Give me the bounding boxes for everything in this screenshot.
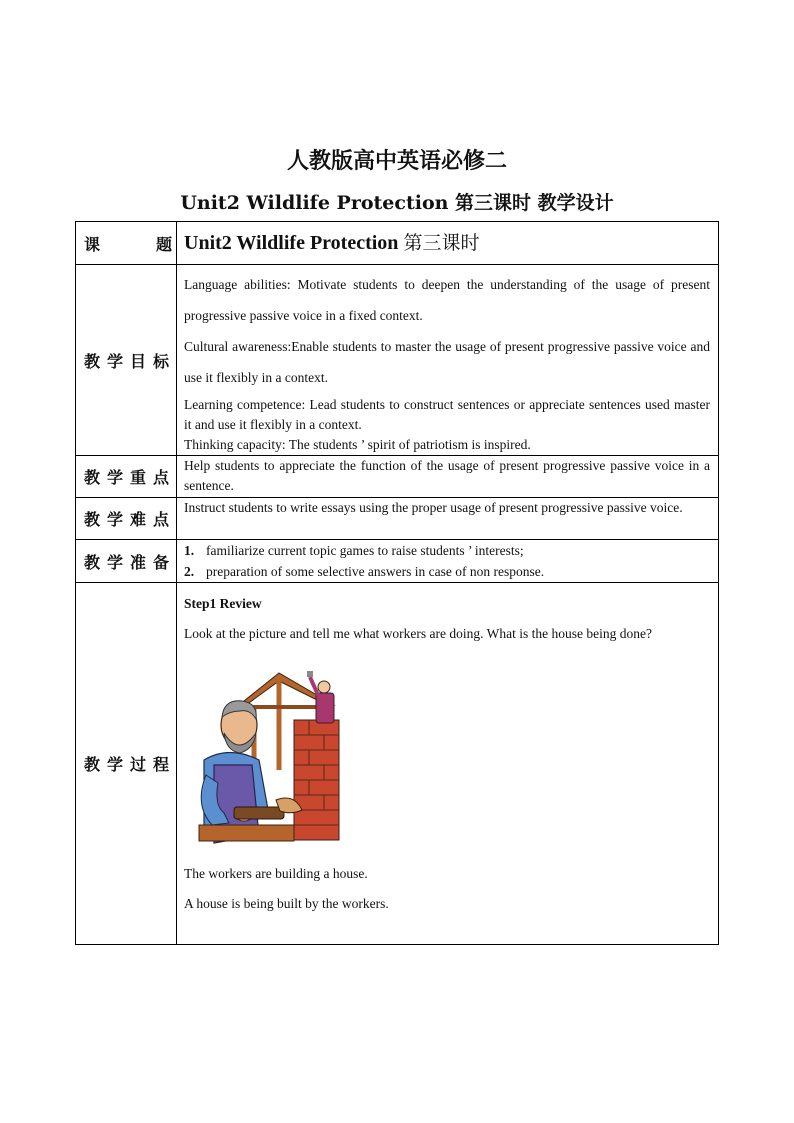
- row-objectives: [76, 265, 719, 456]
- preparation-item: [184, 540, 710, 561]
- label-char: 题: [155, 234, 172, 254]
- cell-objectives: [177, 265, 719, 456]
- row-topic: [76, 222, 719, 265]
- objective-thinking: Thinking capacity: The students ’ spirit of patriotism is inspired.: [184, 437, 531, 452]
- row-difficulties: [76, 498, 719, 540]
- label-char: 目: [129, 351, 146, 371]
- lesson-plan-table: [75, 221, 719, 945]
- label-char: 点: [152, 468, 169, 487]
- label-char: 难: [129, 510, 146, 529]
- label-process: [76, 583, 177, 945]
- label-char: 学: [106, 351, 123, 371]
- label-char: 过: [129, 755, 146, 774]
- row-process: [76, 583, 719, 945]
- row-key-points: [76, 456, 719, 498]
- label-char: 点: [152, 510, 169, 529]
- lesson-title-en: Unit2 Wildlife Protection: [184, 232, 404, 254]
- label-topic: [76, 222, 177, 265]
- difficulties-text: Instruct students to write essays using the proper usage of present progressive passive voice.: [184, 500, 683, 515]
- carpenter-illustration: [184, 665, 344, 845]
- preparation-item: [184, 561, 710, 582]
- lesson-title: [184, 222, 710, 264]
- key-points-text: Help students to appreciate the function of the usage of present progressive passive voice in a sentence.: [184, 458, 710, 493]
- item-text: preparation of some selective answers in case of non response.: [206, 564, 545, 579]
- item-number: 2.: [184, 564, 195, 579]
- objective-culture: Cultural awareness:Enable students to master the usage of present progressive passive voice and use it flexibly in a context.: [184, 339, 710, 385]
- label-char: 课: [84, 234, 101, 254]
- label-char: 学: [106, 468, 123, 487]
- cell-lesson-title: [177, 222, 719, 265]
- answer-active: The workers are building a house.: [184, 866, 368, 881]
- cell-key-points: [177, 456, 719, 498]
- label-char: 标: [152, 351, 169, 371]
- label-char: 程: [152, 755, 169, 774]
- lesson-title-cn: 第三课时: [403, 232, 480, 254]
- label-char: 学: [106, 510, 123, 529]
- objective-language: Language abilities: Motivate students to deepen the understanding of the usage of present progressive passive voice in a fixed context.: [184, 277, 710, 323]
- cell-process: [177, 583, 719, 945]
- label-char: 教: [84, 468, 101, 487]
- label-char: 学: [106, 552, 123, 572]
- label-key-points: [76, 456, 177, 498]
- label-char: 备: [152, 552, 169, 572]
- label-difficulties: [76, 498, 177, 540]
- item-text: familiarize current topic games to raise students ’ interests;: [206, 543, 524, 558]
- label-char: 教: [84, 351, 101, 371]
- cell-preparation: [177, 540, 719, 583]
- item-number: 1.: [184, 543, 195, 558]
- label-char: 教: [84, 510, 101, 529]
- document-subtitle: Unit2 Wildlife Protection 第三课时 教学设计: [180, 192, 614, 214]
- label-char: 教: [84, 755, 101, 774]
- objective-learning: Learning competence: Lead students to construct sentences or appreciate sentences used master it and use it flexibly in a context.: [184, 397, 710, 432]
- row-preparation: [76, 540, 719, 583]
- document-title: 人教版高中英语必修二: [286, 148, 507, 174]
- answer-passive: A house is being built by the workers.: [184, 896, 389, 911]
- label-char: 准: [129, 552, 146, 572]
- label-char: 学: [106, 755, 123, 774]
- cell-difficulties: [177, 498, 719, 540]
- step-title: Step1 Review: [184, 596, 262, 611]
- review-question: Look at the picture and tell me what workers are doing. What is the house being done?: [184, 626, 652, 641]
- label-char: 重: [129, 468, 146, 487]
- label-char: 教: [84, 552, 101, 572]
- label-objectives: [76, 265, 177, 456]
- label-preparation: [76, 540, 177, 583]
